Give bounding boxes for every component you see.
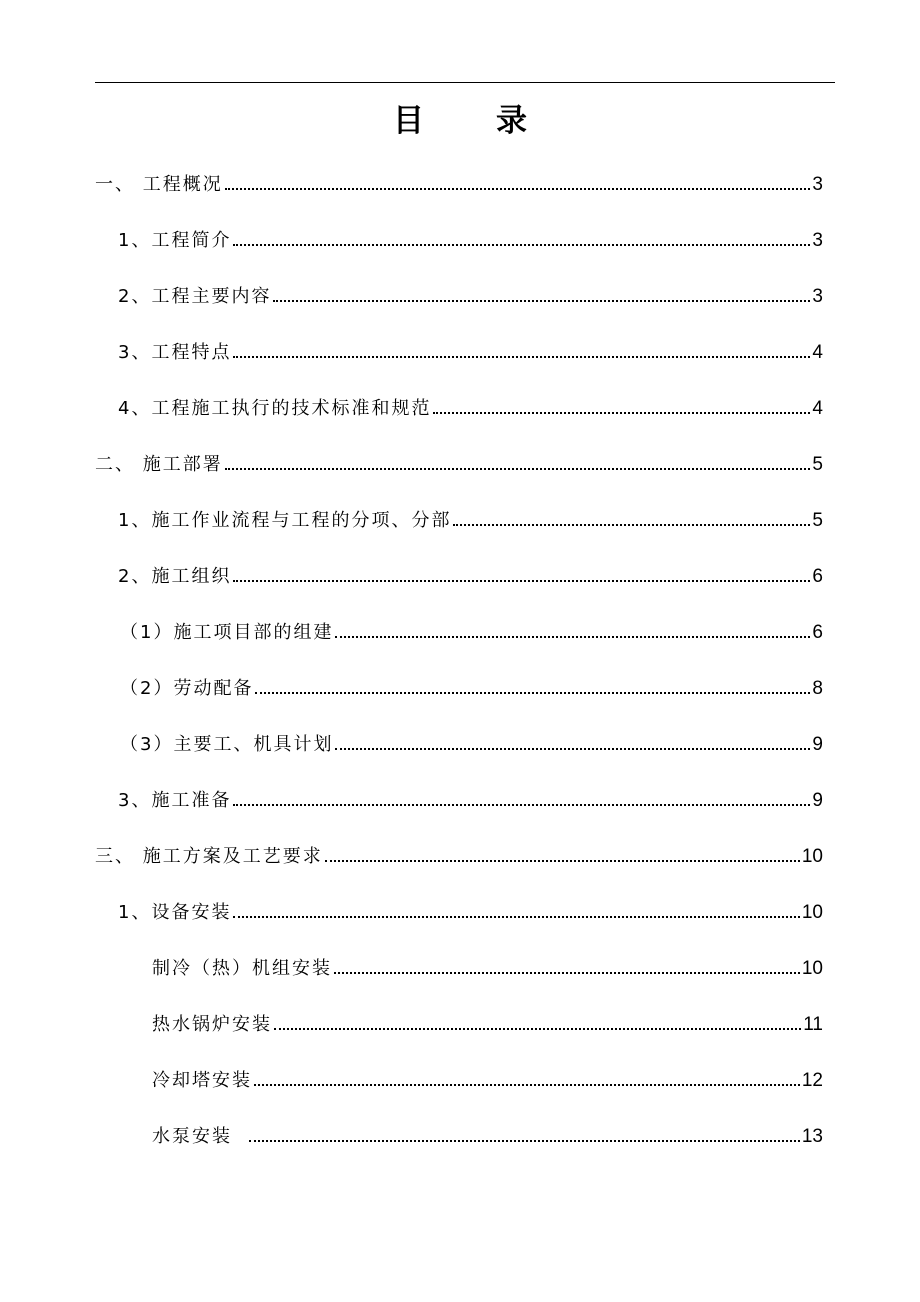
- toc-entry-page: 4: [812, 342, 823, 363]
- toc-entry-page: 6: [812, 622, 823, 643]
- toc-entry-label: 1、工程简介: [118, 230, 232, 251]
- toc-entry-page: 3: [812, 174, 823, 195]
- toc-entry-label: 2、施工组织: [118, 566, 232, 587]
- toc-entry[interactable]: [118, 900, 823, 926]
- toc-entry[interactable]: [118, 228, 823, 254]
- toc-entry[interactable]: [152, 1012, 823, 1038]
- toc-leader-dots: [273, 300, 810, 302]
- toc-entry[interactable]: [95, 172, 823, 198]
- toc-entry[interactable]: [118, 340, 823, 366]
- toc-leader-dots: [433, 412, 810, 414]
- toc-entry-page: 3: [812, 286, 823, 307]
- toc-leader-dots: [335, 748, 810, 750]
- toc-entry[interactable]: [118, 396, 823, 422]
- toc-entry-page: 10: [801, 958, 823, 979]
- toc-entry-page: 12: [801, 1070, 823, 1091]
- toc-leader-dots: [325, 860, 800, 862]
- toc-leader-dots: [335, 636, 810, 638]
- toc-entry-label: 热水锅炉安装: [152, 1014, 272, 1035]
- toc-entry-label: 3、施工准备: [118, 790, 232, 811]
- toc-entry-label: （2）劳动配备: [120, 678, 254, 699]
- toc-entry[interactable]: [120, 676, 823, 702]
- toc-entry[interactable]: [120, 732, 823, 758]
- toc-leader-dots: [453, 524, 810, 526]
- toc-entry-page: 11: [803, 1014, 823, 1035]
- toc-entry-page: 9: [812, 734, 823, 755]
- toc-entry-page: 10: [801, 902, 823, 923]
- toc-entry-label: 冷却塔安装: [152, 1070, 252, 1091]
- toc-leader-dots: [233, 916, 799, 918]
- toc-entry[interactable]: [118, 788, 823, 814]
- toc-entry-page: 3: [812, 230, 823, 251]
- toc-entry-page: 4: [812, 398, 823, 419]
- toc-entry[interactable]: [118, 564, 823, 590]
- toc-leader-dots: [233, 580, 810, 582]
- toc-entry-page: 6: [812, 566, 823, 587]
- toc-entry[interactable]: [95, 844, 823, 870]
- toc-entry-page: 10: [801, 846, 823, 867]
- toc-entry-label: 3、工程特点: [118, 342, 232, 363]
- toc-entry-page: 8: [812, 678, 823, 699]
- toc-entry-page: 5: [812, 454, 823, 475]
- toc-entry-label: 水泵安装: [152, 1126, 248, 1147]
- toc-entry-label: 2、工程主要内容: [118, 286, 272, 307]
- toc-entry[interactable]: [120, 620, 823, 646]
- toc-leader-dots: [255, 692, 810, 694]
- toc-entry-label: （1）施工项目部的组建: [120, 622, 334, 643]
- toc-leader-dots: [233, 804, 810, 806]
- toc-entry[interactable]: [118, 284, 823, 310]
- toc-leader-dots: [249, 1140, 799, 1142]
- toc-entry-label: 二、 施工部署: [95, 454, 223, 475]
- toc-entry-label: 4、工程施工执行的技术标准和规范: [118, 398, 432, 419]
- toc-entry-page: 9: [812, 790, 823, 811]
- toc-entry-label: 1、设备安装: [118, 902, 232, 923]
- toc-leader-dots: [225, 468, 811, 470]
- toc-leader-dots: [233, 356, 810, 358]
- title-char-2: 录: [496, 103, 527, 139]
- toc-entry[interactable]: [152, 956, 823, 982]
- toc-leader-dots: [254, 1084, 800, 1086]
- toc-entry[interactable]: [152, 1124, 823, 1150]
- toc-entry-page: 5: [812, 510, 823, 531]
- toc-entry-label: 1、施工作业流程与工程的分项、分部: [118, 510, 452, 531]
- toc-entry-label: 三、 施工方案及工艺要求: [95, 846, 323, 867]
- title-char-1: 目: [393, 103, 424, 139]
- toc-entry-page: 13: [801, 1126, 823, 1147]
- toc-leader-dots: [233, 244, 810, 246]
- toc-entry[interactable]: [118, 508, 823, 534]
- toc-leader-dots: [334, 972, 800, 974]
- toc-entry[interactable]: [95, 452, 823, 478]
- toc-entry-label: 制冷（热）机组安装: [152, 958, 332, 979]
- toc-entry-label: 一、 工程概况: [95, 174, 223, 195]
- toc-entry[interactable]: [152, 1068, 823, 1094]
- toc-entry-label: （3）主要工、机具计划: [120, 734, 334, 755]
- toc-leader-dots: [225, 188, 811, 190]
- toc-leader-dots: [274, 1028, 801, 1030]
